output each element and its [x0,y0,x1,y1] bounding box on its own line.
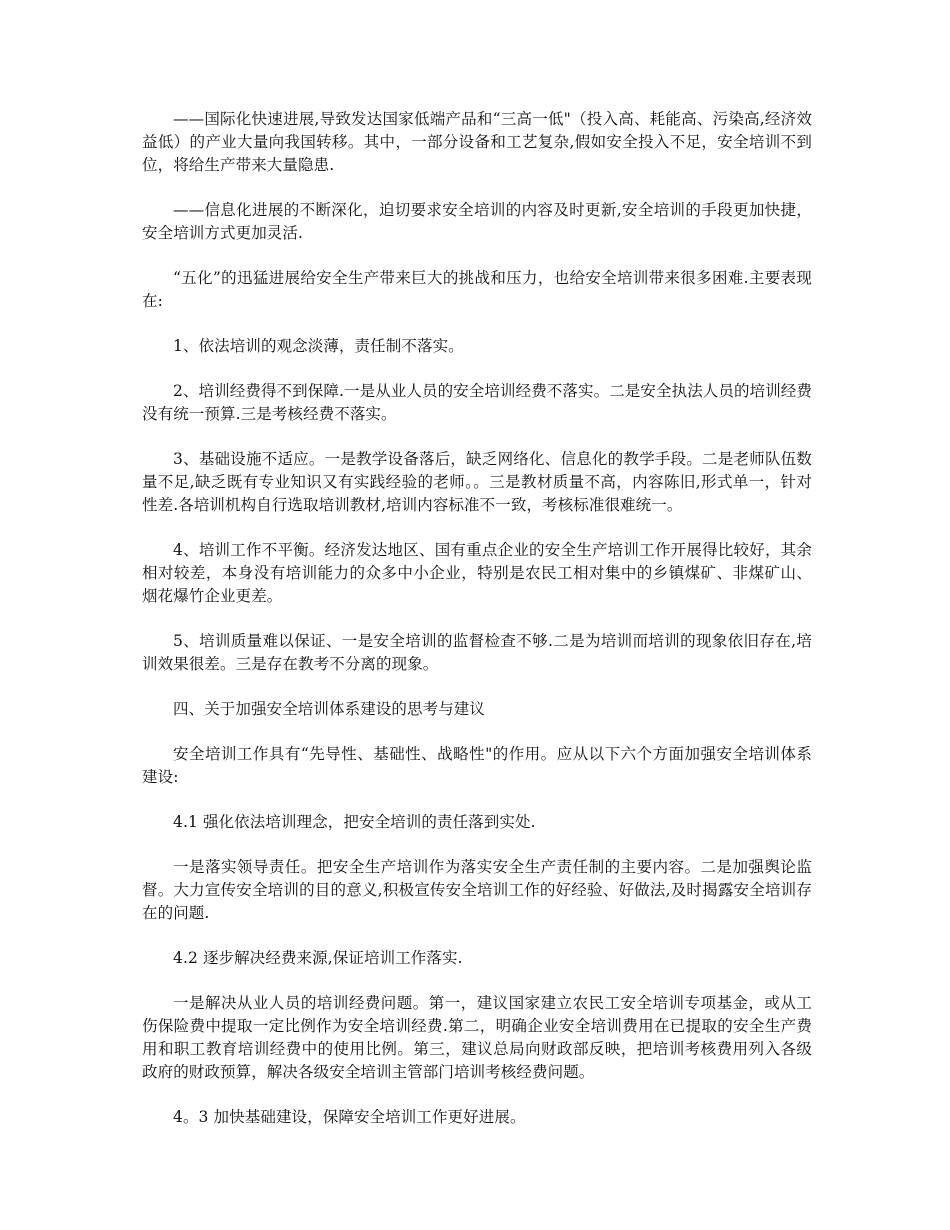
paragraph-issue-3: 3、基础设施不适应。一是教学设备落后，缺乏网络化、信息化的教学手段。二是老师队伍数量不足,缺乏既有专业知识又有实践经验的老师。。三是教材质量不高，内容陈旧,形式单一，针对性差.各培训机构自行选取培训教材,培训内容标准不一致，考核标准很难统一。 [142,450,812,514]
document-body [142,108,812,1151]
paragraph-internationalization: ——国际化快速进展,导致发达国家低端产品和“三高一低"（投入高、耗能高、污染高,经济效益低）的产业大量向我国转移。其中，一部分设备和工艺复杂,假如安全投入不足，安全培训不到位，将给生产带来大量隐患. [142,110,812,174]
paragraph-five-trends-intro: “五化”的迅猛进展给安全生产带来巨大的挑战和压力，也给安全培训带来很多困难.主要表现在: [142,269,812,310]
subheading-4-2: 4.2 逐步解决经费来源,保证培训工作落实. [173,949,463,967]
paragraph-section-4-intro: 安全培训工作具有“先导性、基础性、战略性"的作用。应从以下六个方面加强安全培训体系建设: [142,745,812,786]
subheading-4-3: 4。3 加快基础建设，保障安全培训工作更好进展。 [173,1108,526,1126]
paragraph-issue-4: 4、培训工作不平衡。经济发达地区、国有重点企业的安全生产培训工作开展得比较好，其余相对较差，本身没有培训能力的众多中小企业，特别是农民工相对集中的乡镇煤矿、非煤矿山、烟花爆竹企业更差。 [142,541,812,605]
paragraph-issue-1: 1、依法培训的观念淡薄，责任制不落实。 [173,337,464,355]
subheading-4-1: 4.1 强化依法培训理念，把安全培训的责任落到实处. [173,813,536,831]
paragraph-4-2-body: 一是解决从业人员的培训经费问题。第一，建议国家建立农民工安全培训专项基金，或从工伤保险费中提取一定比例作为安全培训经费.第二，明确企业安全培训费用在已提取的安全生产费用和职工教育培训经费中的使用比例。第三，建议总局向财政部反映，把培训考核费用列入各级政府的财政预算，解决各级安全培训主管部门培训考核经费问题。 [142,994,812,1081]
paragraph-issue-2: 2、培训经费得不到保障.一是从业人员的安全培训经费不落实。二是安全执法人员的培训经费没有统一预算.三是考核经费不落实。 [142,382,812,423]
paragraph-4-1-body: 一是落实领导责任。把安全生产培训作为落实安全生产责任制的主要内容。二是加强舆论监督。大力宣传安全培训的目的意义,积极宣传安全培训工作的好经验、好做法,及时揭露安全培训存在的问题. [142,858,812,922]
paragraph-issue-5: 5、培训质量难以保证、一是安全培训的监督检查不够.二是为培训而培训的现象依旧存在,培训效果很差。三是存在教考不分离的现象。 [142,632,812,673]
paragraph-informatization: ——信息化进展的不断深化，迫切要求安全培训的内容及时更新,安全培训的手段更加快捷，安全培训方式更加灵活. [142,201,812,242]
section-heading-4: 四、关于加强安全培训体系建设的思考与建议 [173,700,486,718]
